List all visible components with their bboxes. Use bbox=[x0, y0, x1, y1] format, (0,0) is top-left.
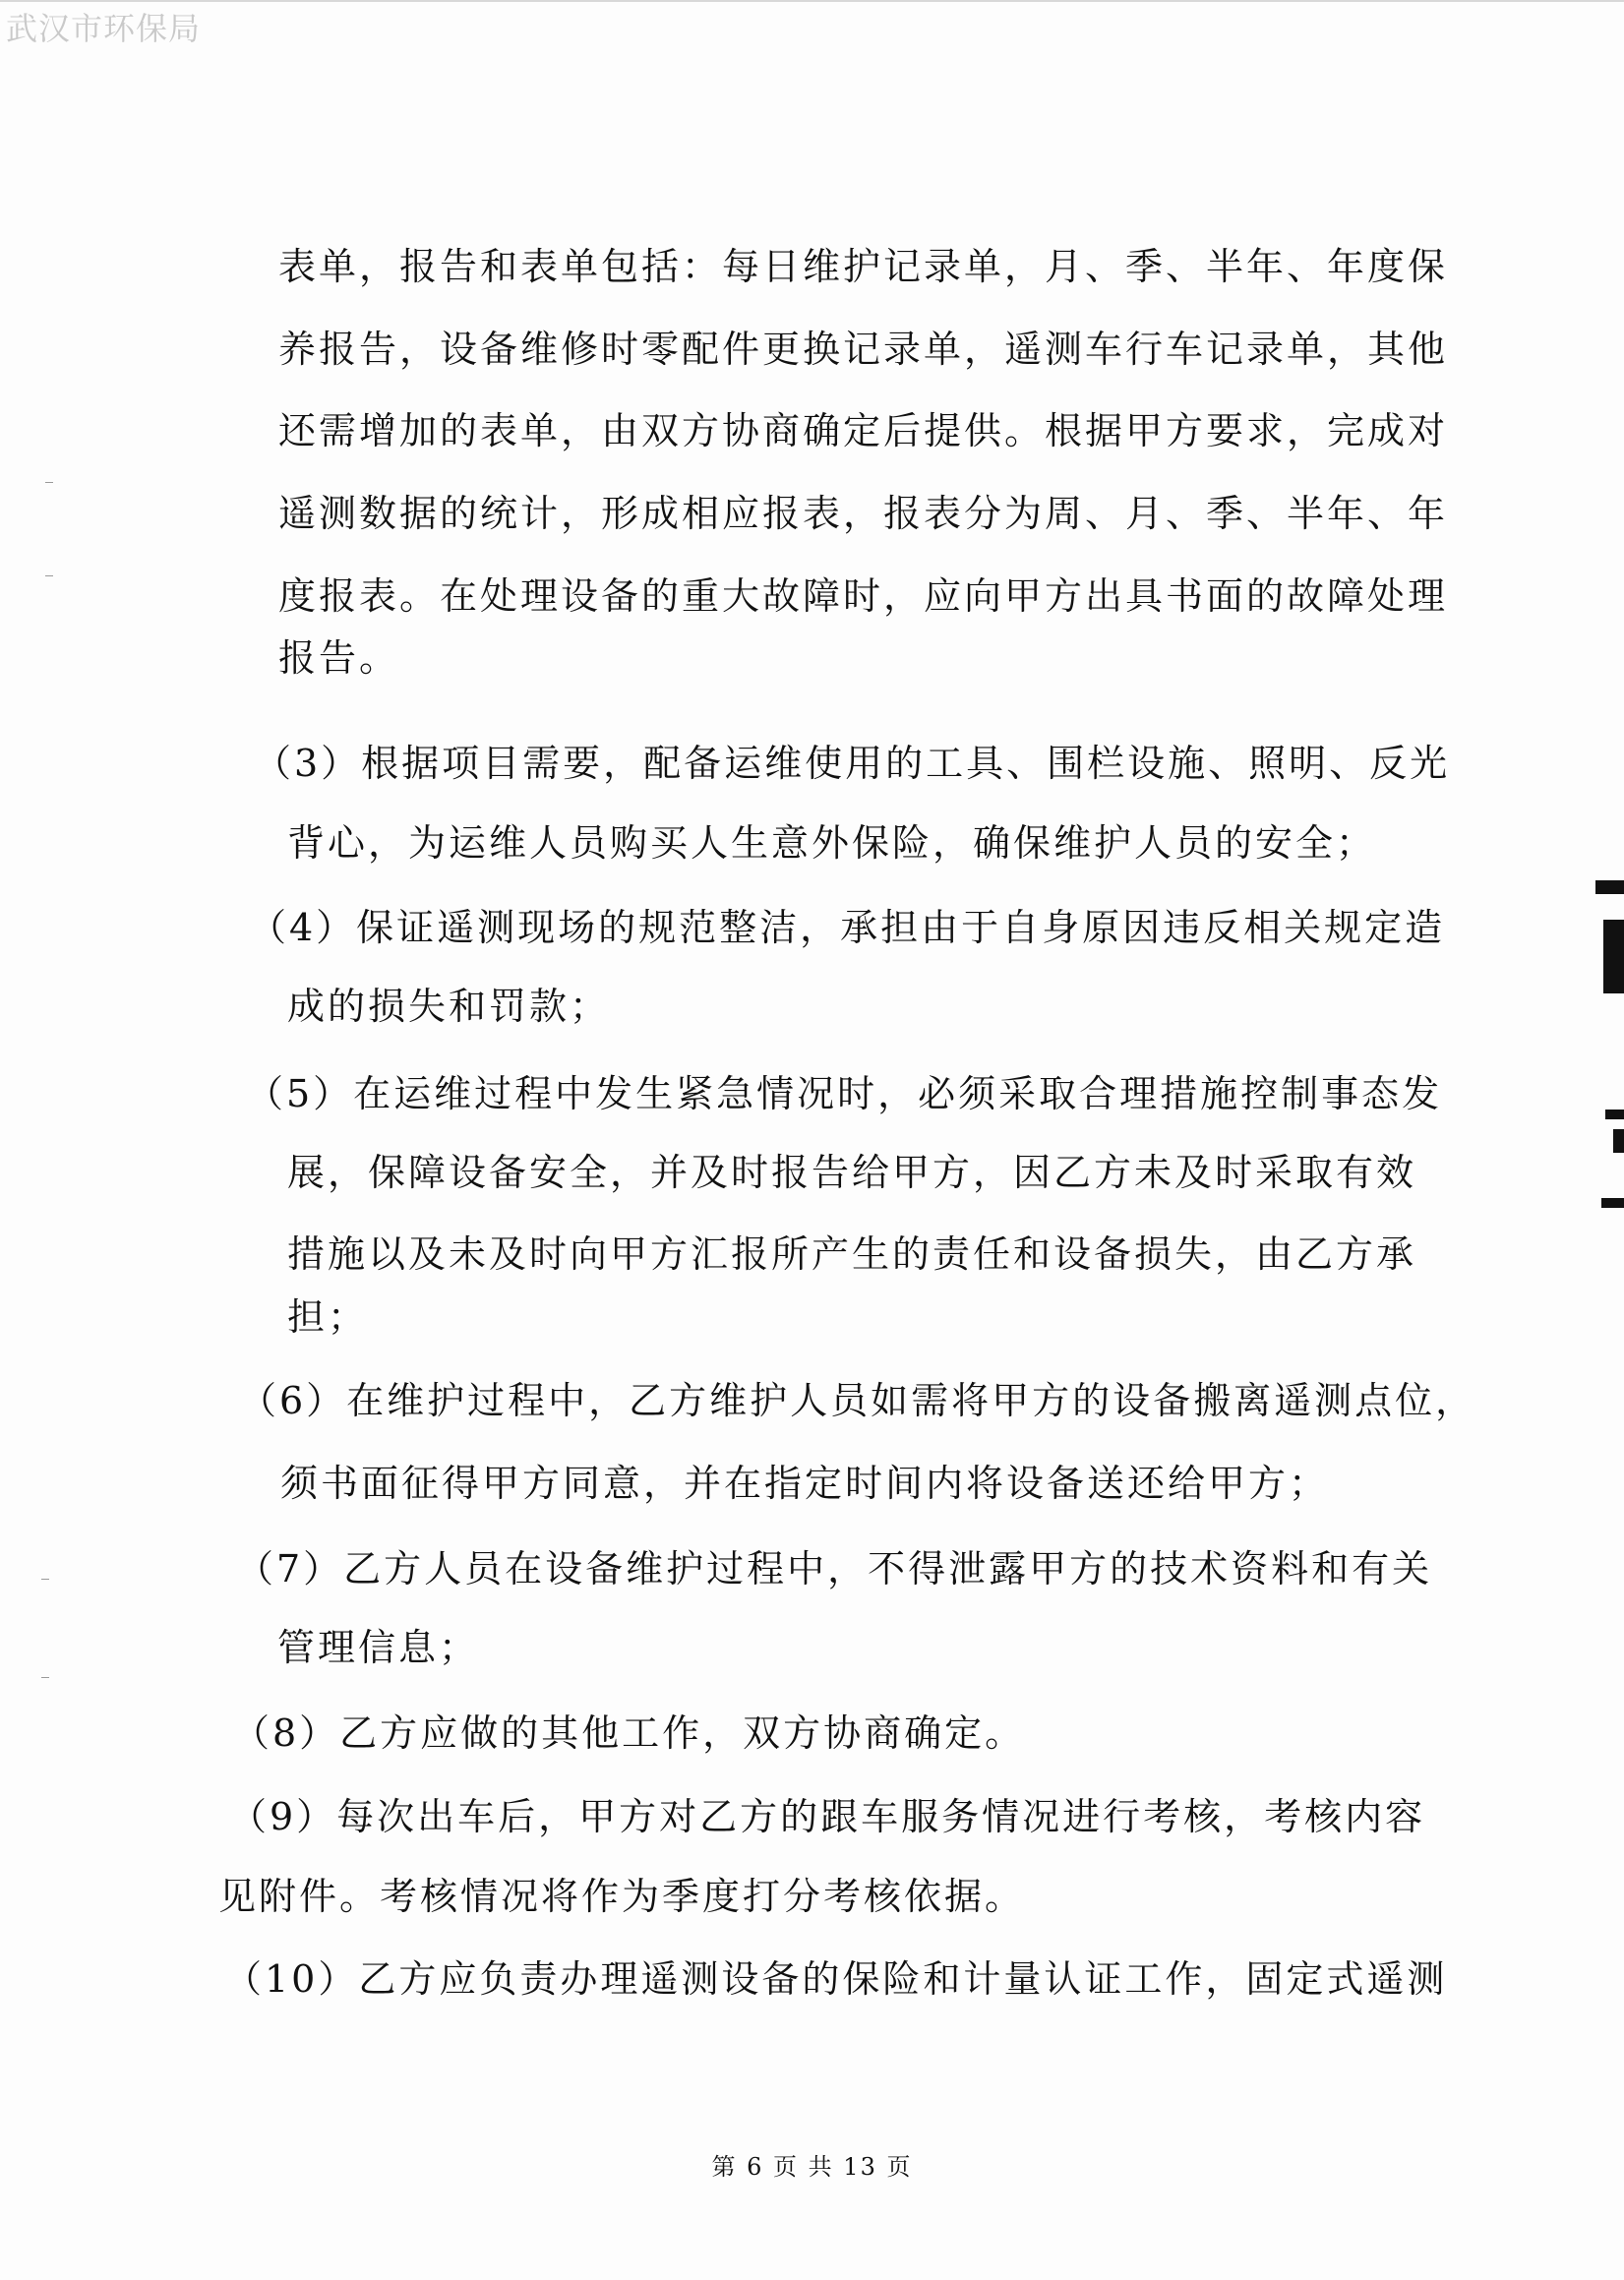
list-item-7: （7）乙方人员在设备维护过程中，不得泄露甲方的技术资料和有关 bbox=[236, 1547, 1433, 1590]
list-item-5: （5）在运维过程中发生紧急情况时，必须采取合理措施控制事态发 bbox=[246, 1072, 1443, 1115]
text-line: 还需增加的表单，由双方协商确定后提供。根据甲方要求，完成对 bbox=[278, 409, 1449, 452]
watermark: 武汉市环保局 bbox=[6, 10, 202, 47]
text-line: 养报告，设备维修时零配件更换记录单，遥测车行车记录单，其他 bbox=[278, 328, 1449, 371]
list-item-10: （10）乙方应负责办理遥测设备的保险和计量认证工作，固定式遥测 bbox=[224, 1957, 1448, 2001]
text-line: 背心，为运维人员购买人生意外保险，确保维护人员的安全； bbox=[287, 821, 1377, 865]
list-item-4: （4）保证遥测现场的规范整洁，承担由于自身原因违反相关规定造 bbox=[249, 906, 1446, 949]
scan-edge-mark bbox=[1595, 880, 1624, 894]
text-line: 措施以及未及时向甲方汇报所产生的责任和设备损失，由乙方承 bbox=[287, 1232, 1417, 1276]
scan-dot bbox=[41, 1579, 49, 1580]
text-line: 管理信息； bbox=[277, 1626, 480, 1669]
list-item-6: （6）在维护过程中，乙方维护人员如需将甲方的设备搬离遥测点位， bbox=[239, 1379, 1476, 1422]
text-line: 成的损失和罚款； bbox=[287, 985, 611, 1028]
scan-edge-mark bbox=[1601, 1198, 1624, 1208]
text-line: 报告。 bbox=[278, 636, 400, 680]
text-line: 度报表。在处理设备的重大故障时，应向甲方出具书面的故障处理 bbox=[278, 574, 1449, 618]
list-item-3: （3）根据项目需要，配备运维使用的工具、围栏设施、照明、反光 bbox=[254, 742, 1451, 785]
list-item-8: （8）乙方应做的其他工作，双方协商确定。 bbox=[232, 1711, 1026, 1755]
scan-edge-mark bbox=[1613, 1129, 1624, 1153]
text-line: 表单，报告和表单包括：每日维护记录单，月、季、半年、年度保 bbox=[278, 245, 1449, 288]
scan-edge-mark bbox=[1603, 920, 1624, 993]
text-line: 遥测数据的统计，形成相应报表，报表分为周、月、季、半年、年 bbox=[278, 492, 1449, 535]
list-item-9: （9）每次出车后，甲方对乙方的跟车服务情况进行考核，考核内容 bbox=[229, 1795, 1426, 1838]
scan-dot bbox=[45, 575, 53, 576]
page-number: 第 6 页 共 13 页 bbox=[711, 2153, 913, 2181]
text-line: 担； bbox=[287, 1295, 369, 1339]
text-line: 须书面征得甲方同意，并在指定时间内将设备送还给甲方； bbox=[280, 1462, 1330, 1505]
text-line: 展，保障设备安全，并及时报告给甲方，因乙方未及时采取有效 bbox=[287, 1151, 1417, 1194]
text-line: 见附件。考核情况将作为季度打分考核依据。 bbox=[218, 1875, 1026, 1918]
scan-dot bbox=[45, 482, 53, 483]
scan-dot bbox=[41, 1677, 49, 1678]
top-border bbox=[0, 0, 1624, 2]
scan-edge-mark bbox=[1605, 1110, 1624, 1119]
